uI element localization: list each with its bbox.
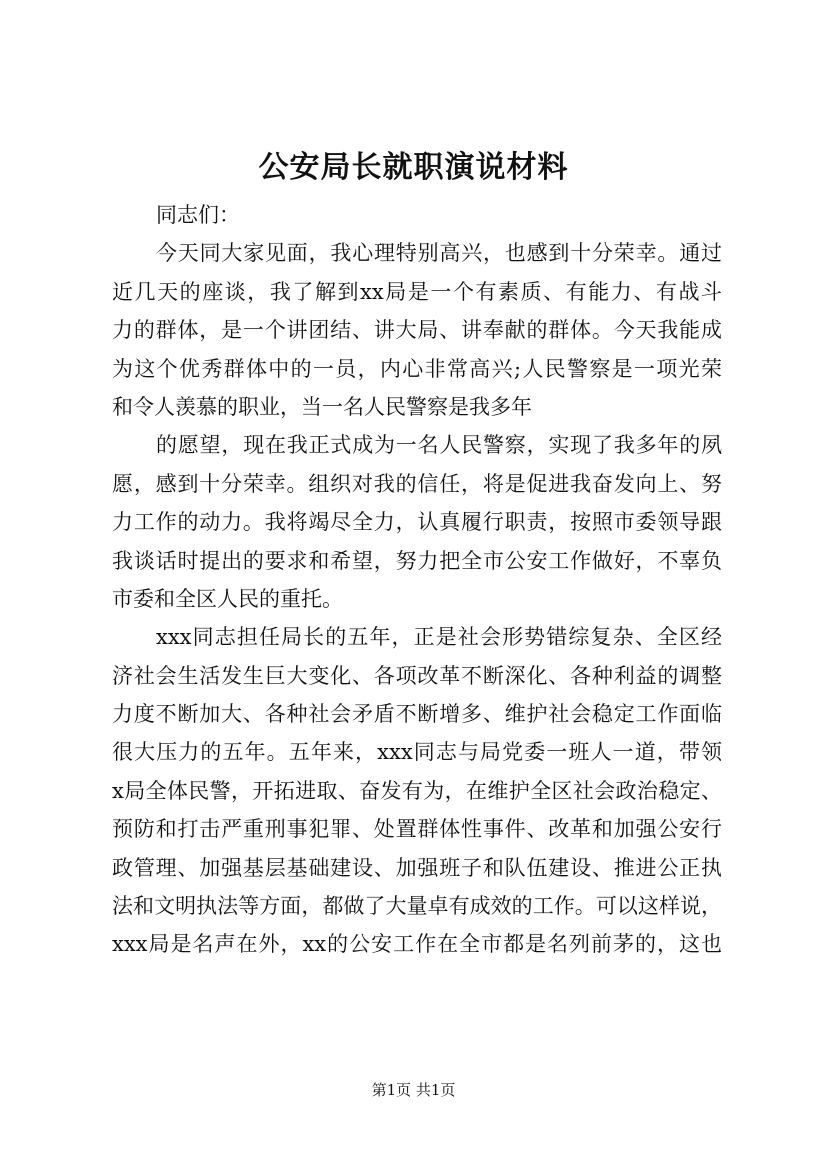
paragraph-2-line-5: 市委和全区人民的重托。 [112, 586, 343, 611]
paragraph-2-line-4: 我谈话时提出的要求和希望，努力把全市公安工作做好，不辜负 [112, 548, 722, 573]
paragraph-3-line-7: 政管理、加强基层基础建设、加强班子和队伍建设、推进公正执 [112, 855, 722, 880]
salutation: 同志们： [156, 203, 240, 227]
paragraph-1-line-4: 为这个优秀群体中的一员，内心非常高兴;人民警察是一项光荣 [112, 356, 722, 381]
paragraph-1-line-5: 和令人羡慕的职业，当一名人民警察是我多年 [112, 394, 532, 419]
paragraph-1-line-3: 力的群体，是一个讲团结、讲大局、讲奉献的群体。今天我能成 [112, 318, 722, 343]
paragraph-2-line-1: 的愿望，现在我正式成为一名人民警察，实现了我多年的夙 [156, 433, 722, 458]
paragraph-2-line-2: 愿，感到十分荣幸。组织对我的信任，将是促进我奋发向上、努 [112, 471, 722, 496]
paragraph-3-line-6: 预防和打击严重刑事犯罪、处置群体性事件、改革和加强公安行 [112, 817, 722, 842]
paragraph-3-line-1: xxx同志担任局长的五年，正是社会形势错综复杂、全区经 [156, 625, 722, 650]
paragraph-1-line-2: 近几天的座谈，我了解到xx局是一个有素质、有能力、有战斗 [112, 279, 722, 304]
paragraph-3-line-3: 力度不断加大、各种社会矛盾不断增多、维护社会稳定工作面临 [112, 702, 722, 727]
paragraph-1-line-1: 今天同大家见面，我心理特别高兴，也感到十分荣幸。通过 [156, 241, 722, 266]
paragraph-2-line-3: 力工作的动力。我将竭尽全力，认真履行职责，按照市委领导跟 [112, 510, 722, 535]
paragraph-3-line-2: 济社会生活发生巨大变化、各项改革不断深化、各种利益的调整 [112, 663, 722, 688]
paragraph-3-line-5: x局全体民警，开拓进取、奋发有为，在维护全区社会政治稳定、 [112, 778, 722, 803]
paragraph-3-line-4: 很大压力的五年。五年来，xxx同志与局党委一班人一道，带领 [112, 740, 722, 765]
document-title: 公安局长就职演说材料 [258, 150, 569, 185]
paragraph-3-line-9: xxx局是名声在外，xx的公安工作在全市都是名列前茅的，这也 [112, 932, 722, 957]
paragraph-3-line-8: 法和文明执法等方面，都做了大量卓有成效的工作。可以这样说， [112, 894, 722, 919]
document-body [112, 196, 722, 964]
page-footer: 第1页 共1页 [371, 1081, 456, 1099]
